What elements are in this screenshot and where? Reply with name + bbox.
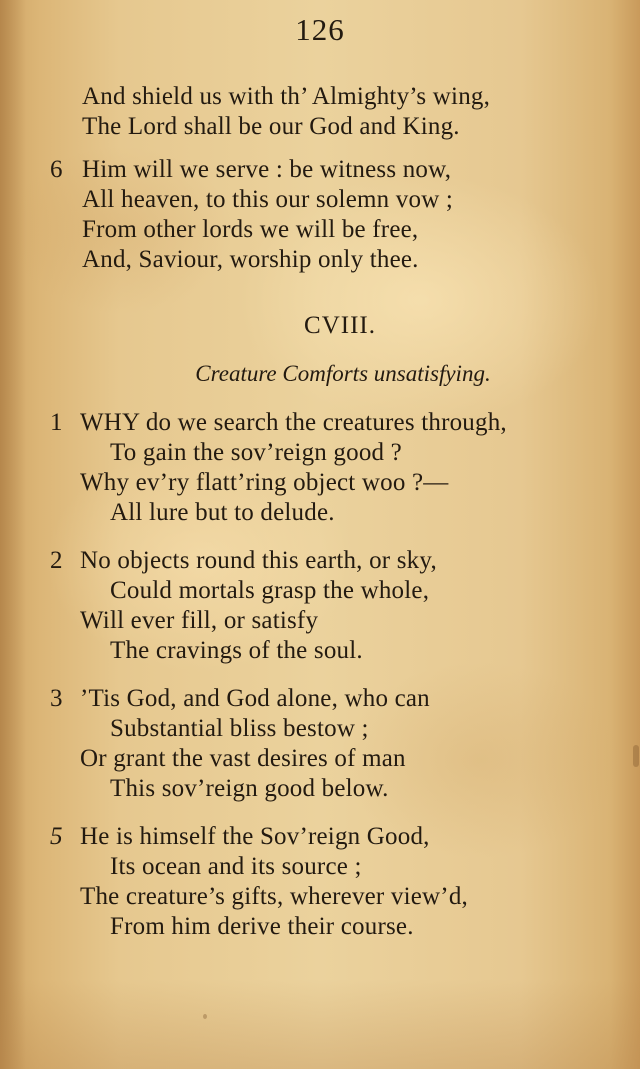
stanza-number: 5 [50,823,63,850]
hymn-number: CVIII. [304,312,376,339]
verse-line: WHY do we search the creatures through, [80,409,507,436]
verse-line: Will ever fill, or satisfy [80,607,319,634]
verse-line: Why ev’ry flatt’ring object woo ?— [80,469,449,496]
stanza-number: 2 [50,547,63,574]
verse-line: And, Saviour, worship only thee. [82,246,419,273]
verse-line: The cravings of the soul. [110,637,363,664]
verse-line: No objects round this earth, or sky, [80,547,437,574]
verse-line: All lure but to delude. [110,499,335,526]
verse-line: The Lord shall be our God and King. [82,113,460,140]
verse-line: Its ocean and its source ; [110,853,362,880]
verse-line: Or grant the vast desires of man [80,745,406,772]
verse-line: The creature’s gifts, wherever view’d, [80,883,468,910]
verse-line: From other lords we will be free, [82,216,419,243]
verse-line: He is himself the Sov’reign Good, [80,823,430,850]
verse-line: To gain the sov’reign good ? [110,439,402,466]
paper-spot [633,745,639,767]
stanza-number: 1 [50,409,63,436]
verse-line: Him will we serve : be witness now, [82,156,452,183]
page-bottom-shadow [0,979,640,1069]
verse-line: All heaven, to this our solemn vow ; [82,186,454,213]
stanza-number: 6 [50,156,63,183]
verse-line: From him derive their course. [110,913,414,940]
page-number: 126 [295,12,345,47]
verse-line: Substantial bliss bestow ; [110,715,369,742]
verse-line: This sov’reign good below. [110,775,389,802]
page-edge-shadow [0,0,26,1069]
paper-spot [203,1014,207,1019]
verse-line: ’Tis God, and God alone, who can [80,685,430,712]
verse-line: And shield us with th’ Almighty’s wing, [82,83,491,110]
verse-line: Could mortals grasp the whole, [110,577,430,604]
stanza-number: 3 [50,685,63,712]
hymn-title: Creature Comforts unsatisfying. [195,361,491,386]
